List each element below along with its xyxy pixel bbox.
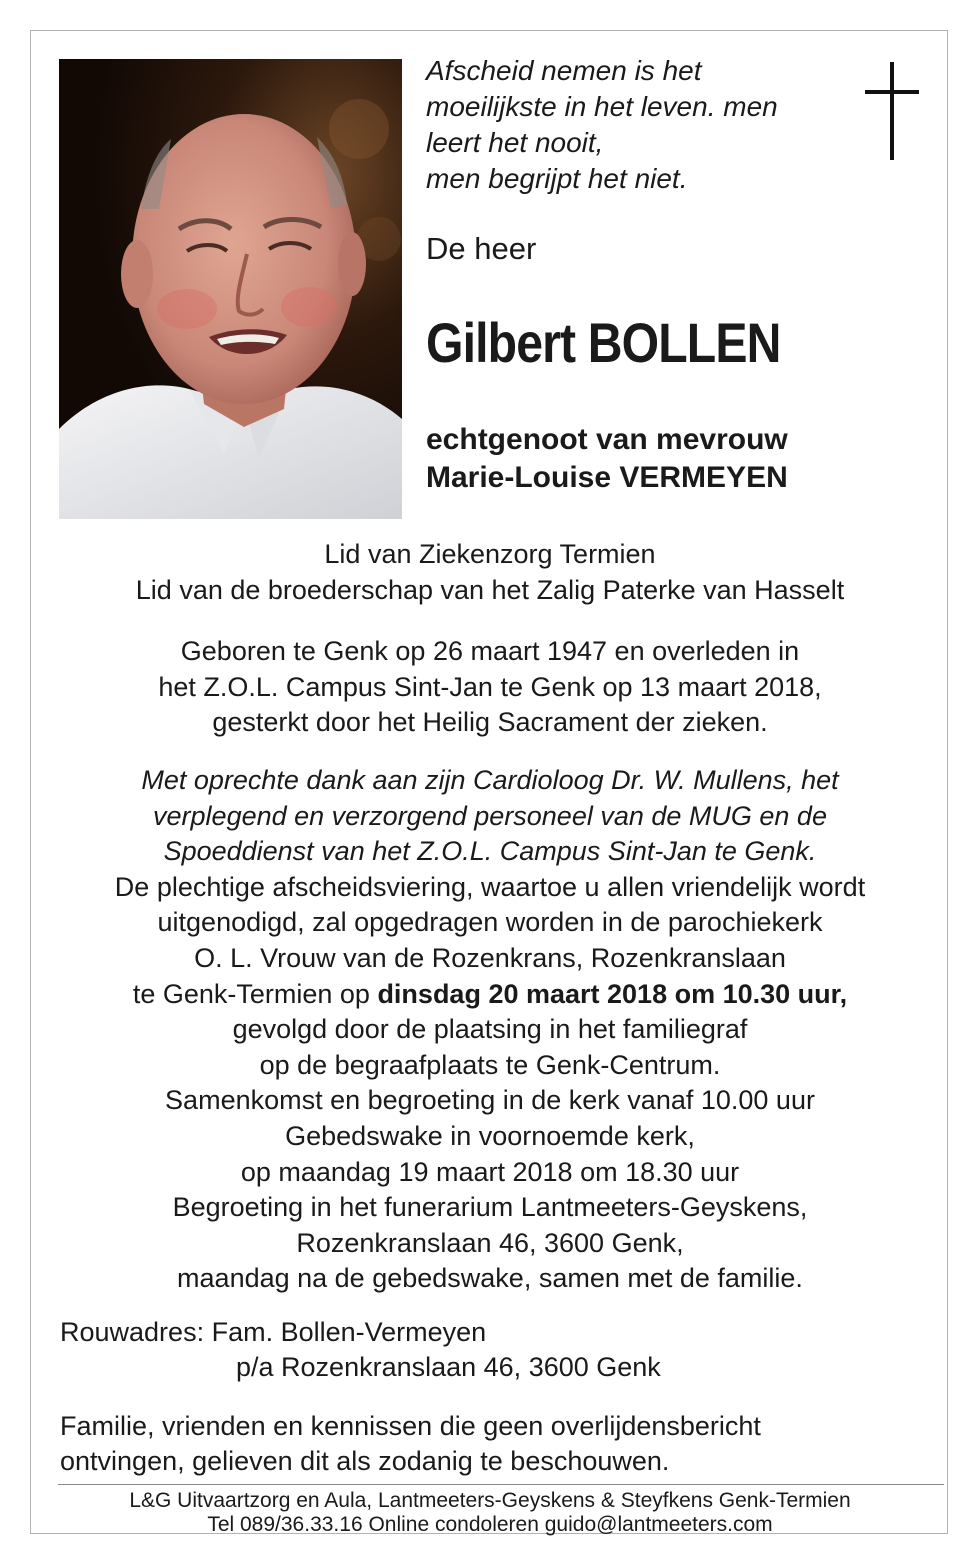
ceremony-line: maandag na de gebedswake, samen met de familie. [177,1263,803,1294]
birth-death-line: het Z.O.L. Campus Sint-Jan te Genk op 13 maart 2018, [158,671,822,702]
ceremony-date: dinsdag 20 maart 2018 om 10.30 uur, [377,978,848,1009]
ceremony-line: uitgenodigd, zal opgedragen worden in de parochiekerk [157,907,823,938]
ceremony-line: O. L. Vrouw van de Rozenkrans, Rozenkranslaan [194,942,786,973]
mourning-address [60,1315,940,1385]
thanks-line: Met oprechte dank aan zijn Cardioloog Dr. W. Mullens, het [141,765,839,795]
ceremony-date-line [40,977,940,1013]
ceremony-date-prefix: te Genk-Termien op [132,978,378,1009]
address-line: p/a Rozenkranslaan 46, 3600 Genk [236,1352,661,1382]
quote-line: men begrijpt het niet. [426,163,688,194]
ceremony-line: Rozenkranslaan 46, 3600 Genk, [296,1227,684,1258]
memorial-quote [426,53,846,197]
thanks-line: verplegend en verzorgend personeel van de MUG en de [153,800,827,831]
spouse-name: Marie-Louise VERMEYEN [426,461,788,494]
footer-contact: Tel 089/36.33.16 Online condoleren guido@lantmeeters.com [207,1513,773,1536]
ceremony-line: Samenkomst en begroeting in de kerk vanaf 10.00 uur [165,1085,815,1116]
notice [60,1409,940,1479]
ceremony-line: op de begraafplaats te Genk-Centrum. [259,1049,721,1080]
ceremony-line: Begroeting in het funerarium Lantmeeters-Geyskens, [172,1192,808,1223]
quote-line: moeilijkste in het leven. men [426,91,778,122]
ceremony-line: gevolgd door de plaatsing in het familiegraf [232,1014,748,1045]
deceased-name: Gilbert BOLLEN [426,311,781,374]
ceremony-line: op maandag 19 maart 2018 om 18.30 uur [240,1156,740,1187]
notice-line: ontvingen, gelieven dit als zodanig te beschouwen. [60,1446,670,1476]
birth-death-line: Geboren te Genk op 26 maart 1947 en overleden in [180,636,800,666]
birth-death-line: gesterkt door het Heilig Sacrament der zieken. [212,707,768,738]
portrait-photo [59,59,402,519]
spouse-line: echtgenoot van mevrouw [426,423,788,456]
ceremony-line: Gebedswake in voornoemde kerk, [285,1120,695,1151]
funeral-home-footer [40,1489,940,1537]
thanks-and-ceremony [40,763,940,1297]
portrait-illustration [59,59,402,519]
address-line: Rouwadres: Fam. Bollen-Vermeyen [60,1317,487,1347]
footer-line: L&G Uitvaartzorg en Aula, Lantmeeters-Geyskens & Steyfkens Genk-Termien [129,1489,851,1512]
membership-line: Lid van Ziekenzorg Termien [324,539,656,569]
honorific: De heer [426,231,537,266]
memberships [40,537,940,608]
notice-line: Familie, vrienden en kennissen die geen overlijdensbericht [60,1411,761,1441]
latin-cross-icon [862,62,922,160]
quote-line: Afscheid nemen is het [426,55,702,86]
spouse-info [426,421,788,497]
thanks-line: Spoeddienst van het Z.O.L. Campus Sint-Jan te Genk. [163,836,817,867]
ceremony-line: De plechtige afscheidsviering, waartoe u allen vriendelijk wordt [114,871,866,902]
quote-line: leert het nooit, [426,127,604,158]
membership-line: Lid van de broederschap van het Zalig Paterke van Hasselt [135,574,845,605]
birth-death-info [40,634,940,741]
footer-divider [58,1484,944,1485]
